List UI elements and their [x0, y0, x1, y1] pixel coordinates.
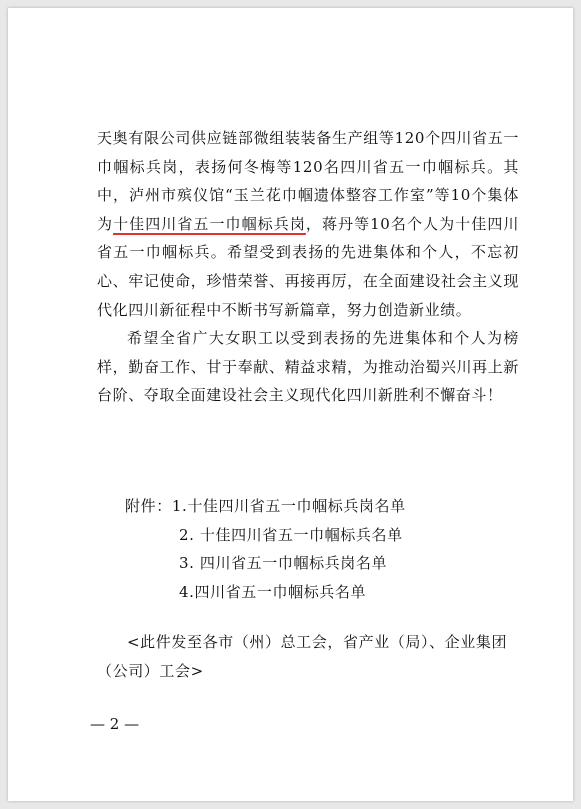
paragraph-text: ，蒋丹等10名个人为十佳四川省五一巾帼标兵。希望受到表扬的先进集体和个人，不忘初心、牢记使命，珍惜荣誉、再接再厉，在全面建设社会主义现代化四川新征程中不断书写新篇章，努力创造新业绩。 — [97, 214, 519, 319]
attachment-item: 4.四川省五一巾帼标兵名单 — [179, 582, 367, 601]
attachments-list — [125, 492, 406, 606]
document-page — [8, 8, 573, 801]
paragraph-commendation — [97, 124, 519, 324]
distribution-note — [97, 628, 519, 685]
underlined-phrase: 十佳四川省五一巾帼标兵岗 — [113, 214, 306, 233]
attachment-item: 3. 四川省五一巾帼标兵岗名单 — [179, 554, 388, 573]
attachment-item — [125, 492, 406, 521]
distribution-text: <此件发至各市（州）总工会，省产业（局）、企业集团（公司）工会> — [97, 633, 508, 680]
page-number: — 2 — — [90, 715, 140, 733]
paragraph-call-to-action: 希望全省广大女职工以受到表扬的先进集体和个人为榜样，勤奋工作、甘于奉献、精益求精，为推动治蜀兴川再上新台阶、夺取全面建设社会主义现代化四川新胜利不懈奋斗！ — [97, 329, 519, 405]
attachment-link: 1.十佳四川省五一巾帼标兵岗名单 — [171, 497, 406, 515]
attachment-item: 2. 十佳四川省五一巾帼标兵名单 — [179, 525, 403, 544]
paragraph-text: 天奥有限公司供应链部微组装装备生产组等120个四川省五一巾帼标兵岗，表扬何冬梅等120名四川省五一巾帼标兵。其中，泸州市殡仪馆“玉兰花巾帼遗体整容工作室”等10个集体为 — [97, 129, 519, 233]
attachments-label: 附件： — [125, 497, 172, 515]
document-body — [97, 124, 519, 410]
